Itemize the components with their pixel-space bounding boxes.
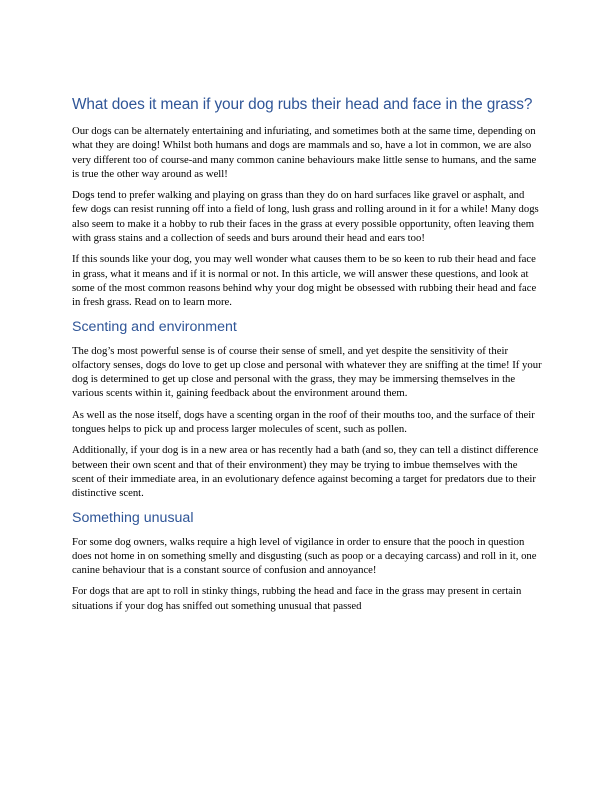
intro-paragraph-1: Our dogs can be alternately entertaining and infuriating, and sometimes both at the same time, depending on what they are doing! Whilst both humans and dogs are mammals and so, have a lot in common, we are also very different too of course-and many common canine behaviours make little sense to humans, and the same is true the other way around as well! xyxy=(72,125,537,180)
document-page xyxy=(72,94,542,620)
intro-paragraph-2: Dogs tend to prefer walking and playing on grass than they do on hard surfaces like gravel or asphalt, and few dogs can resist running off into a field of long, lush grass and rolling around in it for a while! Many dogs also seem to make it a hobby to rub their faces in the grass at every possible opportunity, often leaving them with grass stains and a collection of seeds and burs around their head and ears too! xyxy=(72,189,539,245)
article-title: What does it mean if your dog rubs their head and face in the grass? xyxy=(72,96,533,113)
scenting-paragraph-3: Additionally, if your dog is in a new area or has recently had a bath (and so, they can tell a distinct difference between their own scent and that of their environment) they may be trying to imbue themselves with the scent of their immediate area, in an evolutionary defence against becoming a target for predators due to their distinctive scent. xyxy=(72,444,539,500)
section-heading-unusual: Something unusual xyxy=(72,509,194,526)
section-heading-scenting: Scenting and environment xyxy=(72,318,237,335)
scenting-paragraph-1: The dog’s most powerful sense is of course their sense of smell, and yet despite the sensitivity of their olfactory senses, dogs do love to get up close and personal with whatever they are sniffing at the time! If your dog is determined to get up close and personal with the grass, they may be immersing themselves in the various scents within it, gaining feedback about the environment around them. xyxy=(72,344,542,400)
unusual-paragraph-1: For some dog owners, walks require a high level of vigilance in order to ensure that the pooch in question does not home in on something smelly and disgusting (such as poop or a decaying carcass) and roll in it, one canine behaviour that is a constant source of confusion and annoyance! xyxy=(72,535,537,577)
intro-paragraph-3: If this sounds like your dog, you may well wonder what causes them to be so keen to rub their head and face in grass, what it means and if it is normal or not. In this article, we will answer these questions, and look at some of the most common reasons behind why your dog might be obsessed with rubbing their head and face in fresh grass. Read on to learn more. xyxy=(72,253,537,309)
scenting-paragraph-2: As well as the nose itself, dogs have a scenting organ in the roof of their mouths too, and the surface of their tongues helps to pick up and process larger molecules of scent, such as pollen. xyxy=(72,408,535,436)
unusual-paragraph-2: For dogs that are apt to roll in stinky things, rubbing the head and face in the grass may present in certain situations if your dog has sniffed out something unusual that passed xyxy=(72,585,522,612)
